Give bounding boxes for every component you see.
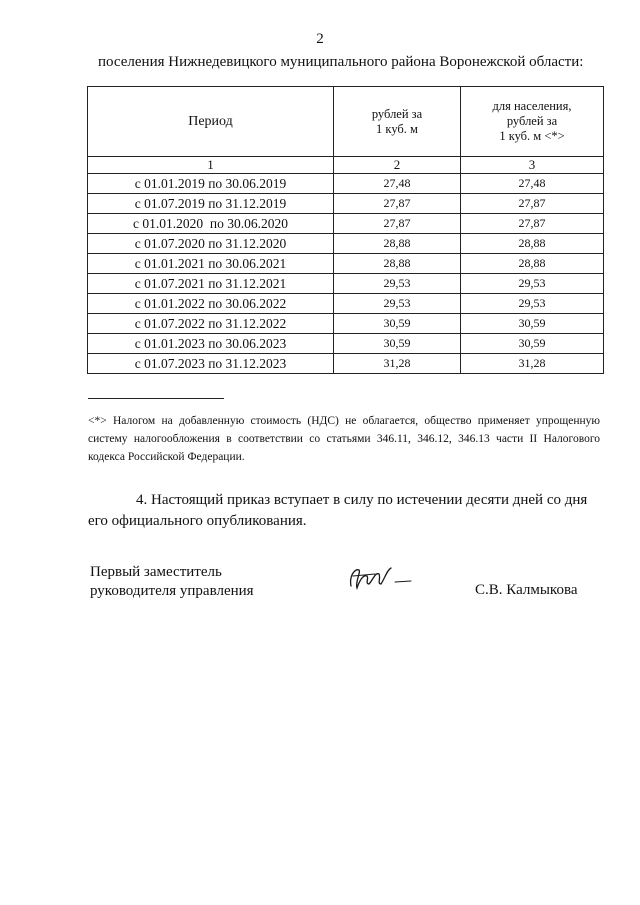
period-cell: с 01.07.2019 по 31.12.2019 — [88, 194, 334, 214]
intro-line: поселения Нижнедевицкого муниципального района Воронежской области: — [98, 54, 584, 70]
table-row — [88, 314, 604, 334]
price-cell: 30,59 — [334, 334, 461, 354]
period-cell: с 01.01.2021 по 30.06.2021 — [88, 254, 334, 274]
clause-4: 4. Настоящий приказ вступает в силу по истечении десяти дней со дня его официального опубликования. — [88, 492, 588, 529]
population-price-cell: 30,59 — [461, 314, 604, 334]
period-cell: с 01.01.2020 по 30.06.2020 — [88, 214, 334, 234]
period-cell: с 01.07.2023 по 31.12.2023 — [88, 354, 334, 374]
header-period: Период — [88, 87, 334, 157]
signatory-title — [90, 563, 254, 601]
footnote: <*> Налогом на добавленную стоимость (НДС) не облагается, общество применяет упрощенную систему налогообложения в соответствии со статьями 346.11, 346.12, 346.13 части II Налогового кодекса Российской Федерации. — [88, 415, 600, 463]
signature-icon — [345, 562, 425, 592]
header-price-line: рублей за — [371, 106, 423, 121]
price-cell: 29,53 — [334, 274, 461, 294]
table-row — [88, 234, 604, 254]
header-price — [334, 87, 461, 157]
price-cell: 27,48 — [334, 174, 461, 194]
header-population-line: для населения, — [492, 99, 572, 113]
table-row — [88, 334, 604, 354]
column-number-row — [88, 157, 604, 174]
period-cell: с 01.07.2022 по 31.12.2022 — [88, 314, 334, 334]
period-cell: с 01.01.2023 по 30.06.2023 — [88, 334, 334, 354]
price-cell: 27,87 — [334, 194, 461, 214]
population-price-cell: 27,48 — [461, 174, 604, 194]
population-price-cell: 27,87 — [461, 214, 604, 234]
table-row — [88, 174, 604, 194]
table-row — [88, 274, 604, 294]
period-cell: с 01.07.2021 по 31.12.2021 — [88, 274, 334, 294]
column-number: 3 — [461, 157, 604, 174]
price-cell: 30,59 — [334, 314, 461, 334]
period-cell: с 01.01.2022 по 30.06.2022 — [88, 294, 334, 314]
population-price-cell: 27,87 — [461, 194, 604, 214]
header-population-line: 1 куб. м <*> — [499, 129, 565, 143]
price-cell: 27,87 — [334, 214, 461, 234]
table-row — [88, 294, 604, 314]
header-population-line: рублей за — [506, 114, 558, 128]
price-cell: 31,28 — [334, 354, 461, 374]
page-number: 2 — [316, 31, 324, 47]
signer-name: С.В. Калмыкова — [475, 582, 578, 598]
column-number: 2 — [334, 157, 461, 174]
price-cell: 29,53 — [334, 294, 461, 314]
population-price-cell: 31,28 — [461, 354, 604, 374]
population-price-cell: 28,88 — [461, 234, 604, 254]
population-price-cell: 28,88 — [461, 254, 604, 274]
table-header-row — [88, 87, 604, 157]
signatory-title-line: руководителя управления — [90, 583, 254, 599]
table-row — [88, 214, 604, 234]
population-price-cell: 29,53 — [461, 294, 604, 314]
table-row — [88, 254, 604, 274]
table-row — [88, 194, 604, 214]
price-cell: 28,88 — [334, 234, 461, 254]
column-number: 1 — [88, 157, 334, 174]
population-price-cell: 29,53 — [461, 274, 604, 294]
header-population-price — [461, 87, 604, 157]
signatory-title-line: Первый заместитель — [90, 564, 222, 580]
price-cell: 28,88 — [334, 254, 461, 274]
tariff-table — [87, 86, 604, 374]
header-price-line: 1 куб. м — [376, 121, 418, 136]
table-row — [88, 354, 604, 374]
footnote-divider — [88, 398, 224, 399]
period-cell: с 01.01.2019 по 30.06.2019 — [88, 174, 334, 194]
period-cell: с 01.07.2020 по 31.12.2020 — [88, 234, 334, 254]
population-price-cell: 30,59 — [461, 334, 604, 354]
